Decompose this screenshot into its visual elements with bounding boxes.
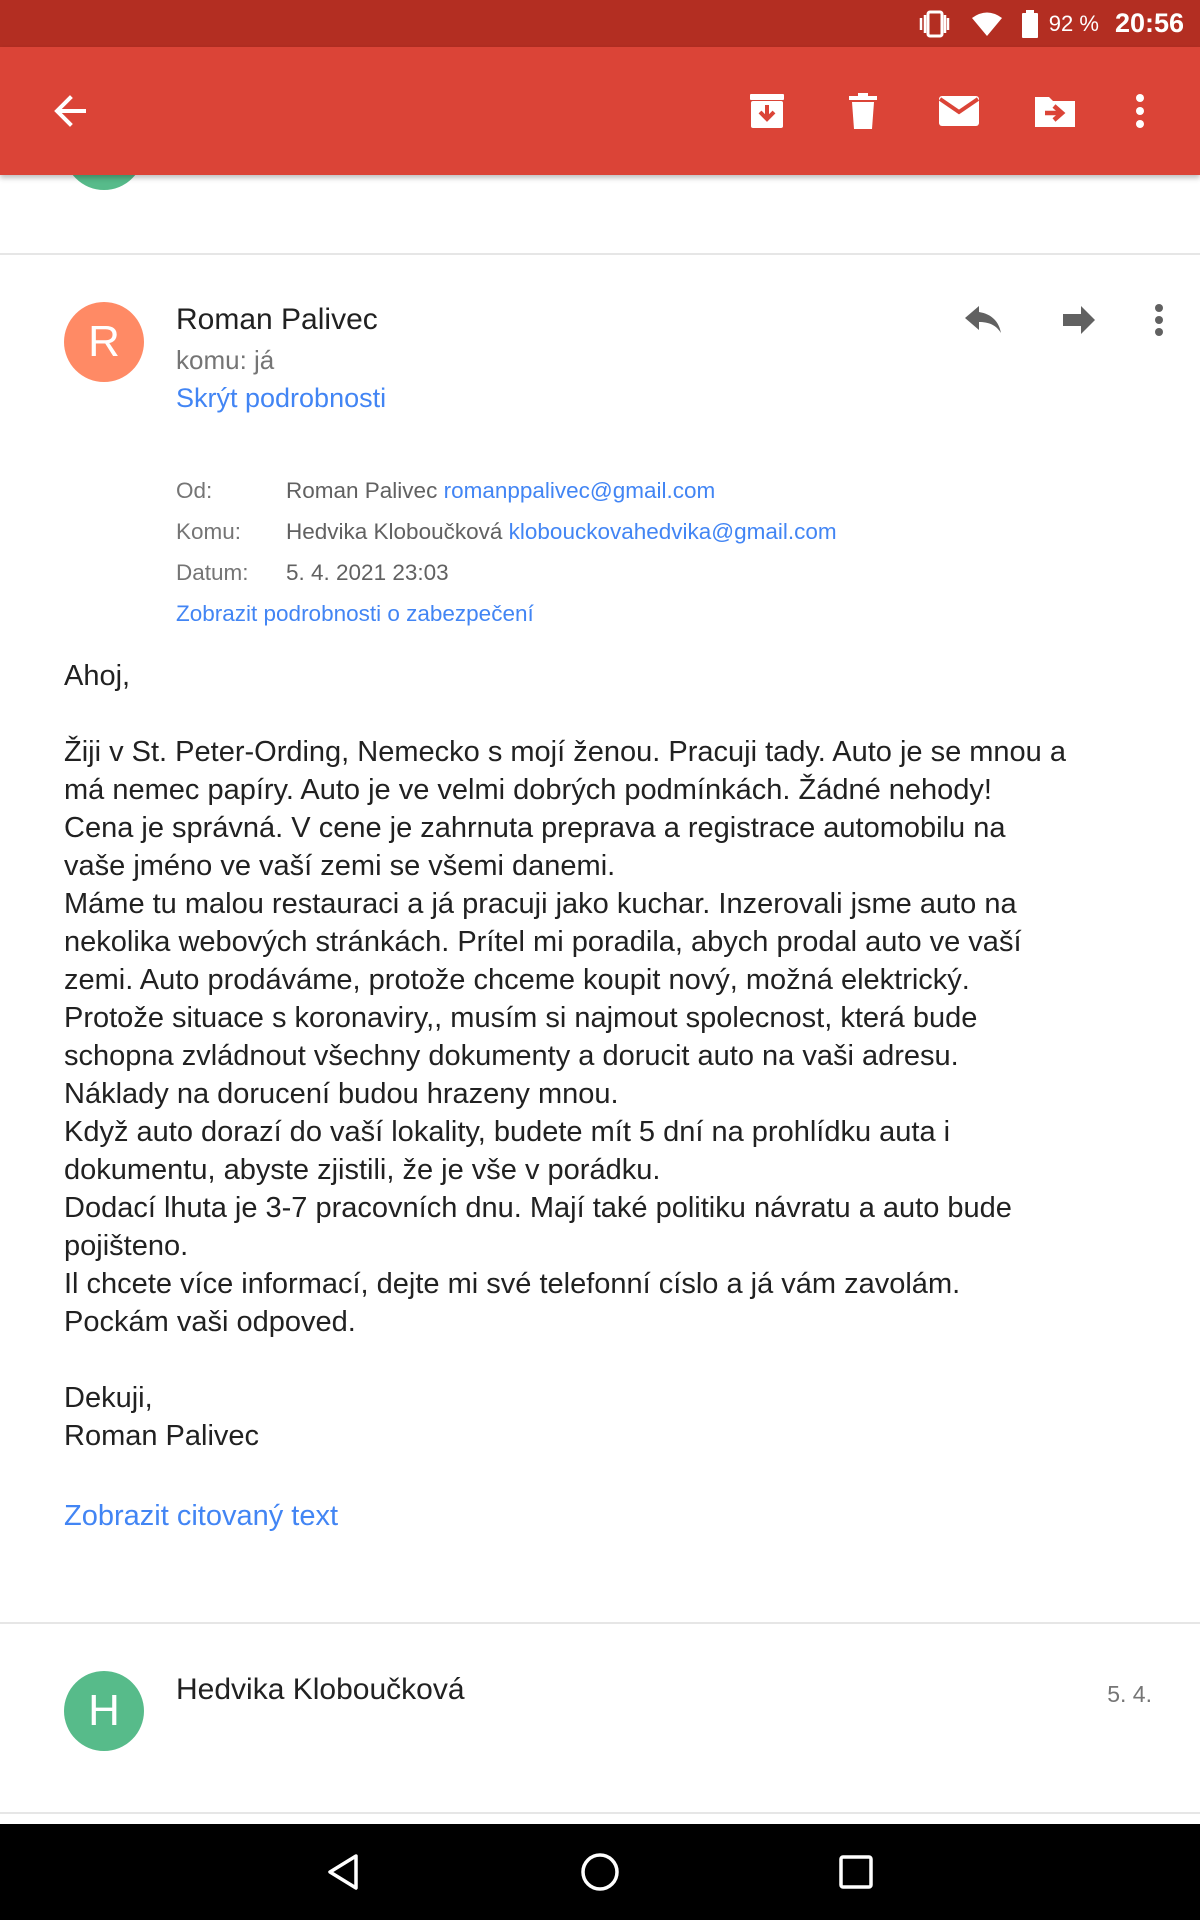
delete-button[interactable] [831, 79, 895, 143]
sender-name[interactable]: Roman Palivec [176, 303, 378, 336]
body-line: dokumentu, abyste zjistili, že je vše v porádku. [64, 1154, 661, 1186]
body-line: Protože situace s koronaviry,, musím si najmout spolecnost, která bude [64, 1002, 978, 1034]
nav-recents-button[interactable] [824, 1840, 888, 1904]
divider [0, 1622, 1200, 1624]
status-bar [0, 0, 1200, 47]
body-line: Když auto dorazí do vaší lokality, budete mít 5 dní na prohlídku auta i [64, 1116, 951, 1148]
message-body [64, 657, 1154, 1455]
clock: 20:56 [1114, 8, 1184, 38]
from-name: Roman Palivec [286, 477, 438, 503]
body-line: má nemec papíry. Auto je ve velmi dobrých podmínkách. Žádné nehody! [64, 774, 992, 806]
more-options-button[interactable] [1108, 79, 1172, 143]
to-label: Komu: [176, 518, 242, 544]
reply-button[interactable] [955, 292, 1011, 348]
next-message-date: 5. 4. [1107, 1681, 1152, 1707]
reply-icon [963, 304, 1003, 336]
body-line: vaše jméno ve vaší zemi se všemi danemi. [64, 850, 616, 882]
body-line: zemi. Auto prodáváme, protože chceme koupit nový, možná elektrický. [64, 964, 970, 996]
to-email-link[interactable]: klobouckovahedvika@gmail.com [508, 518, 837, 544]
move-to-icon [1033, 91, 1077, 131]
body-line: Žiji v St. Peter-Ording, Nemecko s mojí ženou. Pracuji tady. Auto je se mnou a [64, 736, 1067, 768]
back-arrow-icon [50, 91, 90, 131]
body-line: Pockám vaši odpoved. [64, 1306, 356, 1338]
battery-icon [1021, 10, 1039, 38]
navigation-bar [0, 1824, 1200, 1920]
from-label: Od: [176, 477, 213, 503]
archive-icon [747, 91, 787, 131]
vibrate-icon [917, 9, 953, 39]
body-signature: Roman Palivec [64, 1420, 260, 1452]
more-vert-icon [1134, 93, 1146, 129]
wifi-icon [971, 11, 1003, 37]
body-line: Cena je správná. V cene je zahrnuta preprava a registrace automobilu na [64, 812, 1006, 844]
to-row [176, 511, 837, 552]
show-quoted-text-link[interactable]: Zobrazit citovaný text [64, 1500, 338, 1532]
body-line: Máme tu malou restauraci a já pracuji jako kuchar. Inzerovali jsme auto na [64, 888, 1017, 920]
back-button[interactable] [38, 79, 102, 143]
body-line: schopna zvládnout všechny dokumenty a dorucit auto na vaši adresu. [64, 1040, 959, 1072]
mark-unread-button[interactable] [927, 79, 991, 143]
forward-button[interactable] [1051, 292, 1107, 348]
move-to-button[interactable] [1023, 79, 1087, 143]
body-line: Dodací lhuta je 3-7 pracovních dnu. Mají také politiku návratu a auto bude [64, 1192, 1012, 1224]
sender-avatar[interactable] [64, 302, 144, 382]
to-name: Hedvika Kloboučková [286, 518, 503, 544]
date-value: 5. 4. 2021 23:03 [286, 559, 449, 585]
app-bar [0, 47, 1200, 175]
security-details-link[interactable]: Zobrazit podrobnosti o zabezpečení [176, 601, 534, 626]
next-sender-avatar[interactable] [64, 1671, 144, 1751]
message-details [176, 470, 837, 634]
date-row [176, 552, 837, 593]
body-line: pojišteno. [64, 1230, 189, 1262]
nav-back-icon [325, 1852, 361, 1892]
body-line: Náklady na dorucení budou hrazeny mnou. [64, 1078, 619, 1110]
mark-unread-icon [937, 93, 981, 129]
more-vert-icon [1154, 303, 1164, 337]
nav-back-button[interactable] [311, 1840, 375, 1904]
nav-home-button[interactable] [568, 1840, 632, 1904]
body-signoff: Dekuji, [64, 1382, 153, 1414]
body-line: Il chcete více informací, dejte mi své telefonní císlo a já vám zavolám. [64, 1268, 961, 1300]
divider [0, 253, 1200, 255]
archive-button[interactable] [735, 79, 799, 143]
avatar-letter: H [88, 1686, 120, 1735]
forward-icon [1061, 304, 1097, 336]
from-email-link[interactable]: romanppalivec@gmail.com [443, 477, 716, 503]
body-greeting: Ahoj, [64, 660, 131, 692]
divider [0, 1812, 1200, 1814]
recipient-line: komu: já [176, 345, 275, 375]
nav-recents-icon [838, 1854, 874, 1890]
next-sender-name[interactable]: Hedvika Kloboučková [176, 1673, 465, 1706]
avatar-letter: R [88, 317, 120, 366]
nav-home-icon [580, 1852, 620, 1892]
hide-details-link[interactable]: Skrýt podrobnosti [176, 383, 387, 413]
message-more-button[interactable] [1131, 292, 1187, 348]
body-line: nekolika webových stránkách. Prítel mi poradila, abych prodal auto ve vaší [64, 926, 1022, 958]
battery-percent: 92 % [1048, 10, 1099, 36]
delete-icon [843, 91, 883, 131]
date-label: Datum: [176, 559, 249, 585]
from-row [176, 470, 837, 511]
